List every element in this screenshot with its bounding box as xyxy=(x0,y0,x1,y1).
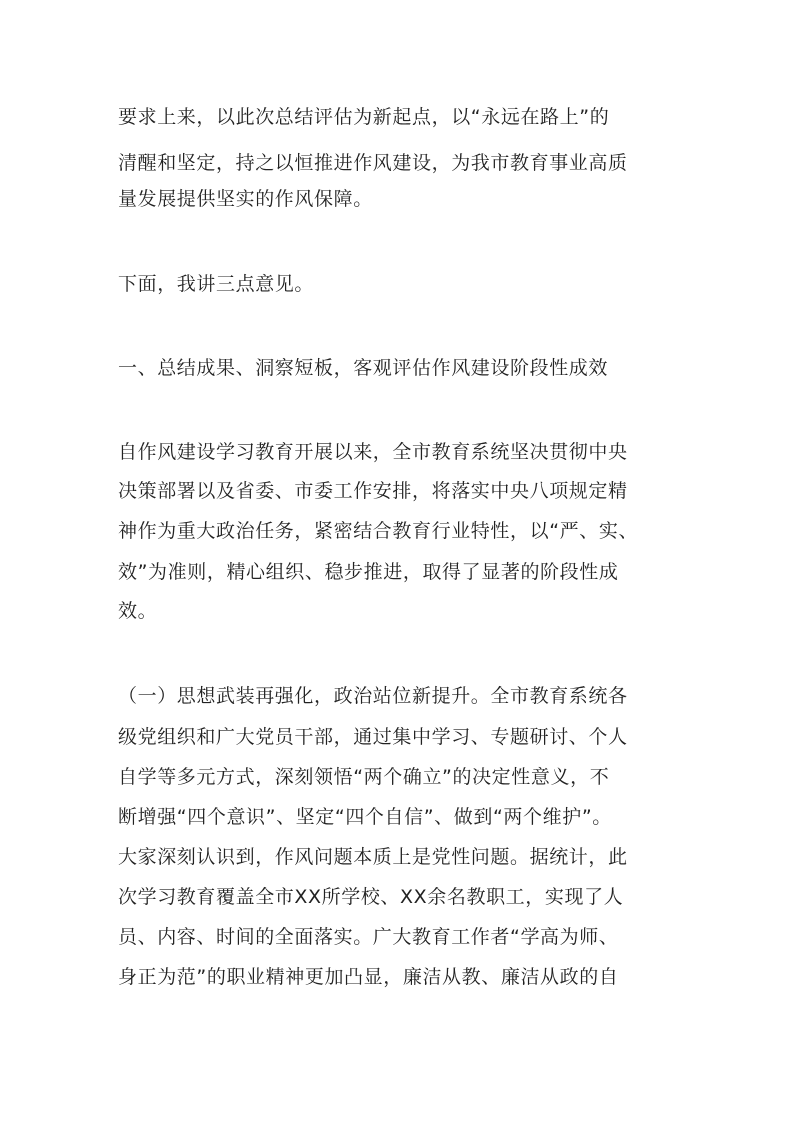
paragraph-line: 神作为重大政治任务，紧密结合教育行业特性，以“严、实、 xyxy=(118,520,639,542)
paragraph-line: 效”为准则，精心组织、稳步推进，取得了显著的阶段性成 xyxy=(118,561,619,583)
paragraph-line: 断增强“四个意识”、坚定“四个自信”、做到“两个维护”。 xyxy=(118,806,612,828)
paragraph-line: 量发展提供坚实的作风保障。 xyxy=(118,188,373,210)
paragraph-line: 员、内容、时间的全面落实。广大教育工作者“学高为师、 xyxy=(118,926,619,948)
paragraph-line: 清醒和坚定，持之以恒推进作风建设，为我市教育事业高质 xyxy=(118,152,628,174)
paragraph-line: 要求上来，以此次总结评估为新起点，以“永远在路上”的 xyxy=(118,106,610,128)
section-heading: 一、总结成果、洞察短板，客观评估作风建设阶段性成效 xyxy=(118,357,609,379)
subsection-line: （一）思想武装再强化，政治站位新提升。全市教育系统各 xyxy=(118,685,628,707)
paragraph-line: 身正为范”的职业精神更加凸显，廉洁从教、廉洁从政的自 xyxy=(118,966,619,988)
paragraph-line: 级党组织和广大党员干部，通过集中学习、专题研讨、个人 xyxy=(118,726,628,748)
paragraph-line: 自作风建设学习教育开展以来，全市教育系统坚决贯彻中央 xyxy=(118,441,628,463)
paragraph-line: 自学等多元方式，深刻领悟“两个确立”的决定性意义，不 xyxy=(118,766,610,788)
paragraph-line: 次学习教育覆盖全市XX所学校、XX余名教职工，实现了人 xyxy=(118,886,624,908)
paragraph-line: 决策部署以及省委、市委工作安排，将落实中央八项规定精 xyxy=(118,480,628,502)
paragraph-line: 下面，我讲三点意见。 xyxy=(118,273,315,295)
paragraph-line: 大家深刻认识到，作风问题本质上是党性问题。据统计，此 xyxy=(118,846,628,868)
paragraph-line: 效。 xyxy=(118,600,158,622)
